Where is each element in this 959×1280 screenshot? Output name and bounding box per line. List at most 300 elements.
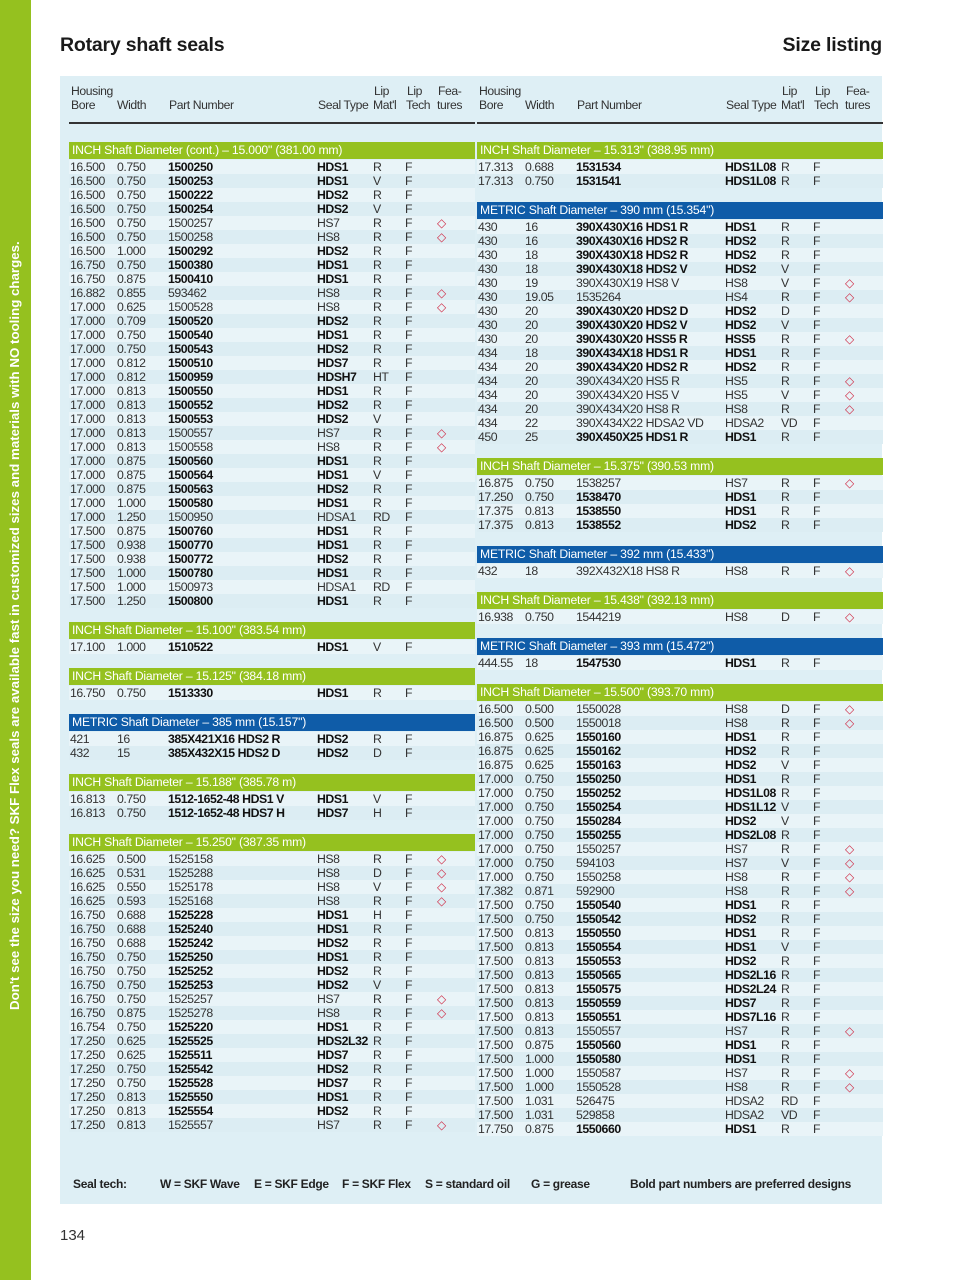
- lip-tech: F: [813, 744, 821, 758]
- lip-tech: F: [813, 716, 821, 730]
- table-row: [69, 566, 475, 580]
- lip-tech: F: [813, 518, 821, 532]
- table-row: [477, 388, 883, 402]
- table-row: [69, 342, 475, 356]
- table-row: [69, 412, 475, 426]
- section-rows: [69, 852, 475, 1132]
- lip-tech: F: [405, 580, 413, 594]
- width: 18: [525, 346, 538, 360]
- part-number: 1512-1652-48 HDS1 V: [168, 792, 284, 806]
- lip-tech: F: [813, 318, 821, 332]
- width: 0.813: [525, 982, 554, 996]
- width: 0.813: [525, 926, 554, 940]
- seal-type: HDSA2: [725, 1094, 764, 1108]
- table-row: [69, 1090, 475, 1104]
- housing-bore: 16.500: [70, 160, 105, 174]
- lip-material: R: [781, 716, 790, 730]
- table-row: [69, 188, 475, 202]
- table-row: [69, 230, 475, 244]
- part-number: 1500558: [168, 440, 213, 454]
- part-number: 1510522: [168, 640, 213, 654]
- width: 0.875: [525, 1038, 554, 1052]
- housing-bore: 16.813: [70, 806, 105, 820]
- seal-type: HDSH7: [317, 370, 357, 384]
- header-bore: Bore: [479, 98, 504, 112]
- part-number: 1550560: [576, 1038, 621, 1052]
- housing-bore: 16.750: [70, 686, 105, 700]
- header-housing: Housing: [71, 84, 113, 98]
- part-number: 1500973: [168, 580, 213, 594]
- housing-bore: 16.750: [70, 922, 105, 936]
- table-row: [477, 926, 883, 940]
- width: 0.813: [117, 412, 146, 426]
- lip-tech: F: [405, 258, 413, 272]
- part-number: 1550255: [576, 828, 621, 842]
- lip-tech: F: [813, 160, 821, 174]
- feature-diamond-icon: ◇: [845, 716, 854, 730]
- housing-bore: 17.500: [478, 968, 513, 982]
- part-number: 1550284: [576, 814, 621, 828]
- part-number: 1500552: [168, 398, 213, 412]
- lip-tech: F: [405, 1062, 413, 1076]
- table-row: [477, 248, 883, 262]
- width: 0.813: [525, 504, 554, 518]
- housing-bore: 17.500: [478, 898, 513, 912]
- seal-type: HDS2: [725, 234, 757, 248]
- seal-type: HDS2L16: [725, 968, 776, 982]
- lip-material: V: [781, 388, 789, 402]
- part-number: 1500580: [168, 496, 213, 510]
- seal-type: HDS1: [317, 272, 349, 286]
- housing-bore: 17.500: [70, 524, 105, 538]
- lip-tech: F: [405, 806, 413, 820]
- width: 0.688: [117, 936, 146, 950]
- table-row: [477, 318, 883, 332]
- lip-tech: F: [813, 402, 821, 416]
- seal-type: HDS1: [725, 1052, 757, 1066]
- size-listing-panel: [60, 76, 882, 1204]
- width: 1.000: [525, 1052, 554, 1066]
- part-number: 1500253: [168, 174, 213, 188]
- part-number: 1550565: [576, 968, 621, 982]
- seal-type: HS7: [725, 1066, 748, 1080]
- seal-type: HDS1: [725, 656, 757, 670]
- lip-tech: F: [405, 640, 413, 654]
- header-matl: Mat'l: [373, 98, 397, 112]
- lip-tech: F: [813, 220, 821, 234]
- seal-type: HDS1: [317, 258, 349, 272]
- housing-bore: 430: [478, 276, 498, 290]
- lip-tech: F: [405, 524, 413, 538]
- part-number: 1500543: [168, 342, 213, 356]
- table-row: [69, 1062, 475, 1076]
- seal-type: HDSA2: [725, 416, 764, 430]
- feature-diamond-icon: ◇: [845, 564, 854, 578]
- header-lip: Lip: [374, 84, 390, 98]
- feature-diamond-icon: ◇: [845, 1024, 854, 1038]
- table-row: [477, 518, 883, 532]
- lip-material: R: [373, 1048, 382, 1062]
- seal-type: HDS7L16: [725, 1010, 776, 1024]
- part-number: 1538470: [576, 490, 621, 504]
- table-row: [477, 716, 883, 730]
- table-row: [477, 276, 883, 290]
- lip-tech: F: [405, 230, 413, 244]
- inch-shaft-section: [477, 684, 883, 1136]
- lip-tech: F: [813, 996, 821, 1010]
- lip-tech: F: [405, 202, 413, 216]
- seal-type: HDS1: [317, 524, 349, 538]
- section-rows: [69, 792, 475, 820]
- header-fea: Fea-: [846, 84, 870, 98]
- feature-diamond-icon: ◇: [437, 440, 446, 454]
- housing-bore: 17.500: [70, 538, 105, 552]
- housing-bore: 16.750: [70, 936, 105, 950]
- seal-type: HS8: [317, 866, 340, 880]
- feature-diamond-icon: ◇: [845, 388, 854, 402]
- housing-bore: 16.500: [70, 244, 105, 258]
- legend-grease: G = grease: [531, 1177, 590, 1191]
- seal-type: HDS2: [317, 314, 349, 328]
- lip-tech: F: [405, 950, 413, 964]
- lip-material: RD: [781, 1094, 798, 1108]
- section-rows: [477, 656, 883, 670]
- section-header: METRIC Shaft Diameter – 393 mm (15.472"): [477, 638, 883, 655]
- table-row: [69, 732, 475, 746]
- seal-type: HDS7: [317, 1076, 349, 1090]
- width: 18: [525, 248, 538, 262]
- housing-bore: 16.875: [478, 730, 513, 744]
- part-number: 1538550: [576, 504, 621, 518]
- section-rows: [477, 160, 883, 188]
- seal-type: HS8: [725, 610, 748, 624]
- part-number: 1531541: [576, 174, 621, 188]
- width: 0.688: [117, 908, 146, 922]
- part-number: 1535264: [576, 290, 621, 304]
- header-width: Width: [525, 98, 555, 112]
- housing-bore: 17.000: [70, 468, 105, 482]
- lip-material: R: [373, 936, 382, 950]
- width: 0.750: [525, 490, 554, 504]
- width: 0.750: [117, 686, 146, 700]
- width: 0.625: [525, 758, 554, 772]
- table-row: [477, 490, 883, 504]
- lip-tech: F: [405, 1006, 413, 1020]
- table-row: [477, 174, 883, 188]
- feature-diamond-icon: ◇: [437, 300, 446, 314]
- lip-tech: F: [813, 842, 821, 856]
- section-header: METRIC Shaft Diameter – 392 mm (15.433"): [477, 546, 883, 563]
- part-number: 1500950: [168, 510, 213, 524]
- housing-bore: 17.250: [70, 1076, 105, 1090]
- inch-shaft-section: [477, 142, 883, 188]
- width: 0.813: [117, 384, 146, 398]
- lip-material: R: [781, 1066, 790, 1080]
- seal-type: HDS1L12: [725, 800, 776, 814]
- section-header: INCH Shaft Diameter – 15.250" (387.35 mm): [69, 834, 475, 851]
- table-row: [69, 792, 475, 806]
- lip-material: D: [781, 702, 790, 716]
- width: 0.875: [117, 272, 146, 286]
- width: 0.871: [525, 884, 554, 898]
- lip-material: HT: [373, 370, 389, 384]
- seal-type: HDS2: [317, 964, 349, 978]
- table-row: [69, 1034, 475, 1048]
- lip-tech: F: [405, 1076, 413, 1090]
- lip-material: R: [781, 1080, 790, 1094]
- part-number: 1500257: [168, 216, 213, 230]
- lip-material: R: [781, 248, 790, 262]
- part-number: 1525557: [168, 1118, 213, 1132]
- seal-type: HS8: [317, 286, 340, 300]
- lip-tech: F: [405, 1104, 413, 1118]
- table-row: [477, 1038, 883, 1052]
- housing-bore: 17.000: [70, 440, 105, 454]
- table-row: [69, 950, 475, 964]
- lip-tech: F: [405, 356, 413, 370]
- seal-type: HDS1: [317, 950, 349, 964]
- seal-type: HS5: [725, 388, 748, 402]
- table-row: [69, 370, 475, 384]
- table-row: [69, 978, 475, 992]
- width: 0.813: [117, 1118, 146, 1132]
- seal-type: HS8: [725, 702, 748, 716]
- seal-type: HDS2: [317, 936, 349, 950]
- housing-bore: 16.750: [70, 258, 105, 272]
- lip-material: RD: [373, 510, 390, 524]
- housing-bore: 16.750: [70, 1006, 105, 1020]
- seal-type: HDS2L32: [317, 1034, 368, 1048]
- lip-material: R: [781, 504, 790, 518]
- seal-type: HDS2: [317, 1104, 349, 1118]
- lip-tech: F: [405, 188, 413, 202]
- lip-tech: F: [813, 504, 821, 518]
- lip-tech: F: [813, 416, 821, 430]
- lip-tech: F: [813, 346, 821, 360]
- lip-material: R: [373, 342, 382, 356]
- feature-diamond-icon: ◇: [845, 1080, 854, 1094]
- housing-bore: 16.500: [70, 216, 105, 230]
- lip-tech: F: [813, 1080, 821, 1094]
- table-row: [477, 940, 883, 954]
- width: 19: [525, 276, 538, 290]
- table-row: [69, 384, 475, 398]
- housing-bore: 17.000: [478, 814, 513, 828]
- width: 0.750: [117, 1076, 146, 1090]
- table-row: [69, 440, 475, 454]
- lip-material: V: [373, 792, 381, 806]
- table-row: [69, 510, 475, 524]
- lip-material: V: [373, 880, 381, 894]
- part-number: 1525220: [168, 1020, 213, 1034]
- housing-bore: 17.000: [70, 356, 105, 370]
- seal-type: HDSA2: [725, 1108, 764, 1122]
- seal-type: HS8: [725, 564, 748, 578]
- part-number: 1550551: [576, 1010, 621, 1024]
- lip-material: V: [781, 262, 789, 276]
- left-table-body: [69, 124, 475, 1132]
- seal-type: HS7: [317, 1118, 340, 1132]
- lip-material: D: [373, 866, 382, 880]
- part-number: 1525253: [168, 978, 213, 992]
- table-row: [69, 216, 475, 230]
- lip-material: R: [781, 786, 790, 800]
- section-spacer: [477, 532, 883, 546]
- feature-diamond-icon: ◇: [437, 426, 446, 440]
- seal-type: HDS1: [725, 430, 757, 444]
- lip-material: H: [373, 908, 382, 922]
- lip-material: D: [781, 610, 790, 624]
- lip-tech: F: [405, 880, 413, 894]
- housing-bore: 16.500: [70, 230, 105, 244]
- lip-tech: F: [813, 374, 821, 388]
- lip-material: R: [781, 346, 790, 360]
- lip-material: R: [373, 1076, 382, 1090]
- width: 20: [525, 388, 538, 402]
- column-header: [69, 76, 475, 124]
- part-number: 1500222: [168, 188, 213, 202]
- lip-tech: F: [813, 1122, 821, 1136]
- lip-tech: F: [405, 792, 413, 806]
- seal-type: HDS2: [317, 244, 349, 258]
- width: 0.750: [117, 792, 146, 806]
- seal-type: HDS2: [317, 746, 349, 760]
- part-number: 1550542: [576, 912, 621, 926]
- lip-tech: F: [813, 564, 821, 578]
- part-number: 1500760: [168, 524, 213, 538]
- lip-tech: F: [813, 332, 821, 346]
- section-spacer: [477, 670, 883, 684]
- section-header: INCH Shaft Diameter (cont.) – 15.000" (381.00 mm): [69, 142, 475, 159]
- lip-tech: F: [405, 160, 413, 174]
- width: 0.750: [117, 328, 146, 342]
- table-row: [69, 174, 475, 188]
- table-row: [69, 746, 475, 760]
- lip-tech: F: [405, 1034, 413, 1048]
- lip-tech: F: [405, 922, 413, 936]
- width: 18: [525, 262, 538, 276]
- housing-bore: 16.875: [478, 744, 513, 758]
- table-row: [477, 220, 883, 234]
- lip-tech: F: [813, 926, 821, 940]
- seal-type: HDS2: [725, 954, 757, 968]
- lip-tech: F: [813, 800, 821, 814]
- header-matl: Mat'l: [781, 98, 805, 112]
- width: 1.250: [117, 594, 146, 608]
- seal-type: HDS2: [317, 412, 349, 426]
- lip-material: R: [781, 926, 790, 940]
- width: 0.813: [117, 440, 146, 454]
- seal-type: HDS1: [317, 328, 349, 342]
- feature-diamond-icon: ◇: [437, 286, 446, 300]
- table-row: [69, 272, 475, 286]
- table-row: [477, 1094, 883, 1108]
- lip-material: R: [373, 398, 382, 412]
- table-row: [477, 744, 883, 758]
- lip-material: V: [781, 814, 789, 828]
- lip-material: R: [781, 884, 790, 898]
- width: 0.500: [525, 716, 554, 730]
- table-row: [477, 1080, 883, 1094]
- lip-material: R: [781, 234, 790, 248]
- width: 0.750: [117, 342, 146, 356]
- housing-bore: 434: [478, 346, 498, 360]
- housing-bore: 17.000: [70, 370, 105, 384]
- table-row: [69, 1006, 475, 1020]
- table-row: [477, 800, 883, 814]
- part-number: 1500520: [168, 314, 213, 328]
- part-number: 390X430X16 HDS1 R: [576, 220, 688, 234]
- seal-type: HDS1: [317, 594, 349, 608]
- lip-tech: F: [405, 384, 413, 398]
- section-spacer: [477, 578, 883, 592]
- seal-type: HDS2: [725, 304, 757, 318]
- seal-type: HS8: [725, 402, 748, 416]
- lip-tech: F: [405, 300, 413, 314]
- lip-tech: F: [405, 244, 413, 258]
- part-number: 1500770: [168, 538, 213, 552]
- lip-material: R: [373, 496, 382, 510]
- width: 0.875: [117, 524, 146, 538]
- seal-type: HDS2: [317, 342, 349, 356]
- table-row: [69, 258, 475, 272]
- part-number: 1525511: [168, 1048, 213, 1062]
- lip-material: R: [373, 552, 382, 566]
- width: 1.250: [117, 510, 146, 524]
- seal-type: HDS2: [317, 188, 349, 202]
- feature-diamond-icon: ◇: [845, 332, 854, 346]
- lip-tech: F: [813, 490, 821, 504]
- seal-type: HDS7: [317, 356, 349, 370]
- seal-type: HS8: [725, 276, 748, 290]
- lip-tech: F: [813, 360, 821, 374]
- table-row: [477, 332, 883, 346]
- seal-type: HDS1: [317, 922, 349, 936]
- table-row: [69, 992, 475, 1006]
- seal-type: HDS7: [317, 806, 349, 820]
- housing-bore: 17.375: [478, 518, 513, 532]
- table-row: [69, 580, 475, 594]
- table-row: [69, 806, 475, 820]
- part-number: 390X430X18 HDS2 V: [576, 262, 688, 276]
- width: 0.750: [525, 174, 554, 188]
- housing-bore: 430: [478, 332, 498, 346]
- feature-diamond-icon: ◇: [437, 1118, 446, 1132]
- part-number: 390X434X20 HDS2 R: [576, 360, 688, 374]
- seal-type: HDS2L24: [725, 982, 776, 996]
- seal-type: HDS2: [725, 518, 757, 532]
- table-row: [69, 880, 475, 894]
- seal-type: HDS1: [725, 220, 757, 234]
- width: 0.813: [525, 996, 554, 1010]
- housing-bore: 16.750: [70, 978, 105, 992]
- seal-type: HS4: [725, 290, 748, 304]
- lip-material: R: [373, 1006, 382, 1020]
- part-number: 1525550: [168, 1090, 213, 1104]
- part-number: 1550257: [576, 842, 621, 856]
- feature-diamond-icon: ◇: [437, 992, 446, 1006]
- width: 25: [525, 430, 538, 444]
- lip-tech: F: [405, 272, 413, 286]
- section-header: METRIC Shaft Diameter – 385 mm (15.157"): [69, 714, 475, 731]
- seal-type: HDS1: [317, 792, 349, 806]
- lip-tech: F: [813, 234, 821, 248]
- housing-bore: 17.000: [478, 856, 513, 870]
- housing-bore: 430: [478, 318, 498, 332]
- lip-tech: F: [813, 730, 821, 744]
- width: 0.750: [117, 806, 146, 820]
- seal-type: HS8: [317, 440, 340, 454]
